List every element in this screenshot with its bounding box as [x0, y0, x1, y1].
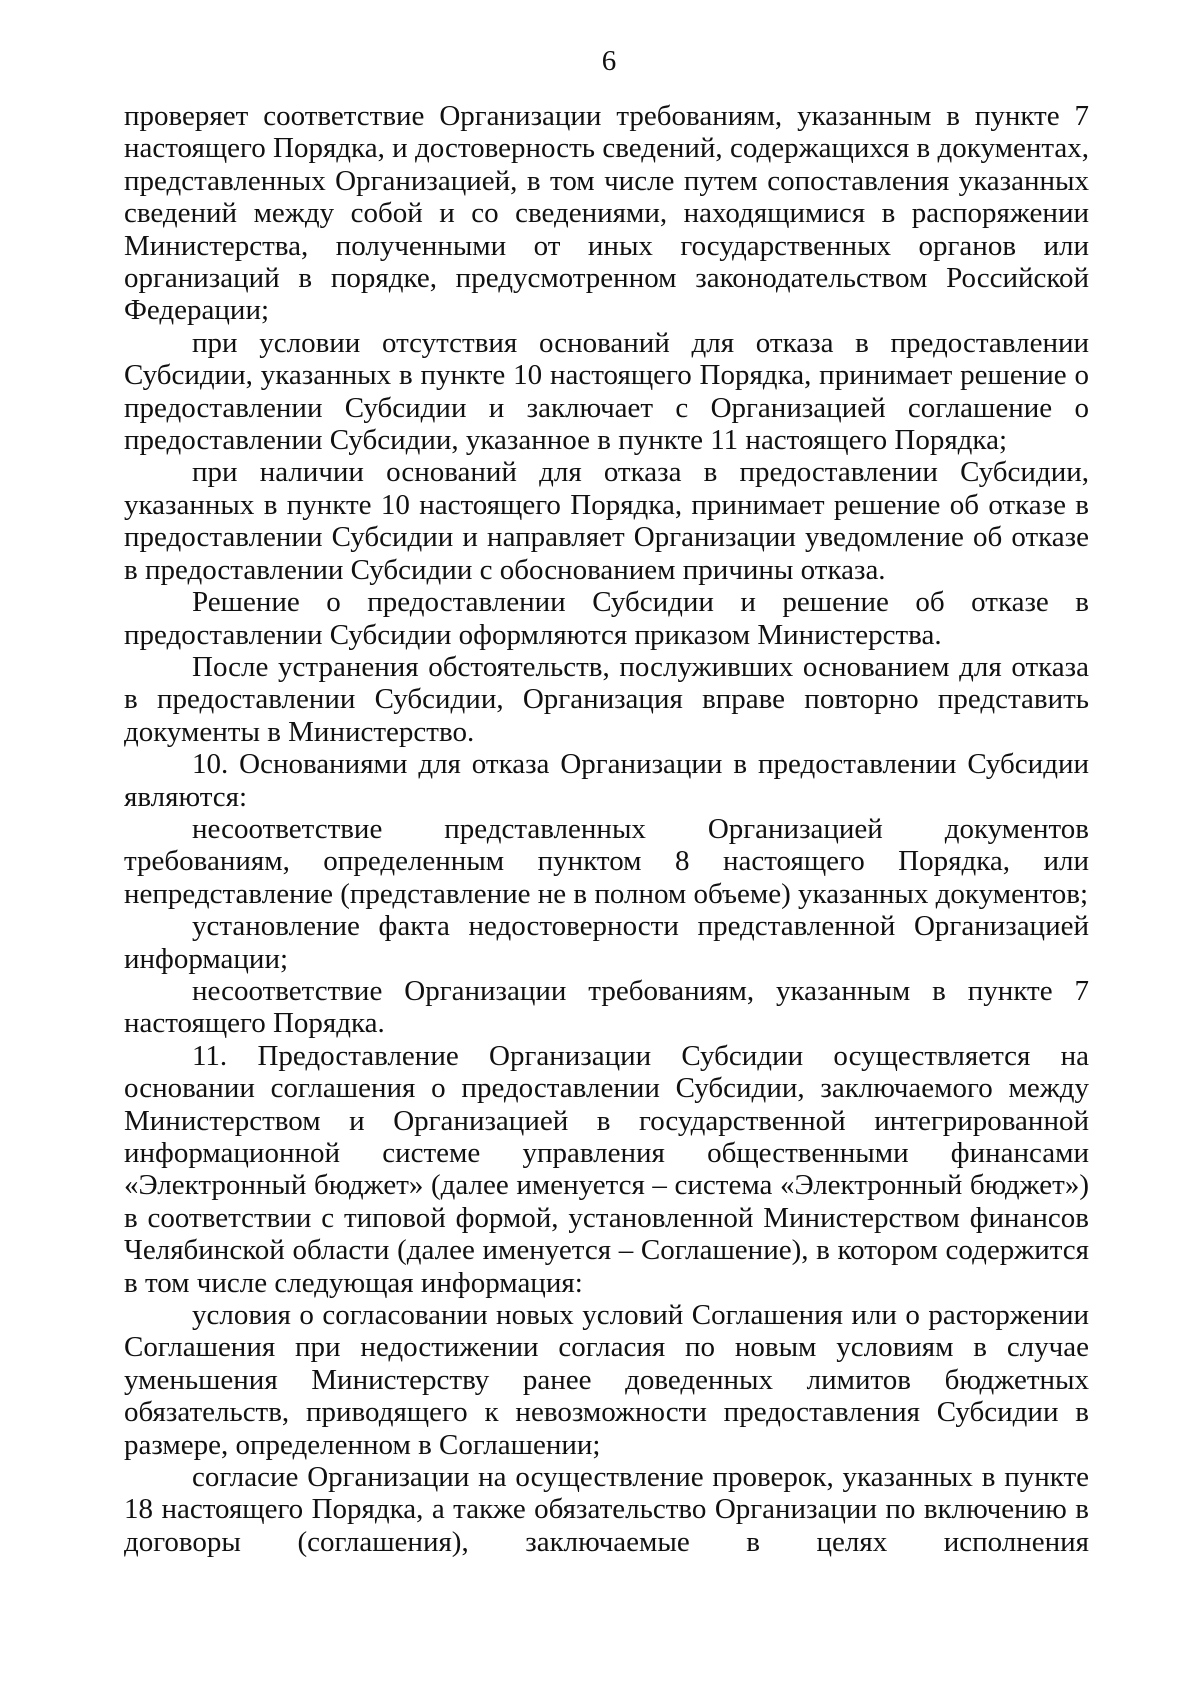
page-number: 6: [601, 45, 617, 77]
document-body: [124, 100, 1089, 1558]
paragraph-ground-documents: несоответствие представленных Организацией документов требованиям, определенным пунктом 8 настоящего Порядка, или непредставление (представление не в полном объеме) указанных документов;: [124, 812, 1089, 910]
paragraph-ground-false-info: установление факта недостоверности представленной Организацией информации;: [124, 910, 1089, 975]
paragraph-ground-requirements: несоответствие Организации требованиям, указанным в пункте 7 настоящего Порядка.: [124, 974, 1089, 1040]
paragraph-decision-grant: при условии отсутствия оснований для отказа в предоставлении Субсидии, указанных в пункте 10 настоящего Порядка, принимает решение о предоставлении Субсидии и заключает с Организацией соглашение о предоставлении Субсидии, указанное в пункте 11 настоящего Порядка;: [124, 326, 1089, 457]
paragraph-resubmission: После устранения обстоятельств, послуживших основанием для отказа в предоставлении Субсидии, Организация вправе повторно представить документы в Министерство.: [124, 650, 1089, 748]
paragraph-item-10: 10. Основаниями для отказа Организации в предоставлении Субсидии являются:: [124, 748, 1089, 813]
paragraph-decision-refusal: при наличии оснований для отказа в предоставлении Субсидии, указанных в пункте 10 настоящего Порядка, принимает решение об отказе в предоставлении Субсидии и направляет Организации уведомление об отказе в предоставлении Субсидии с обоснованием причины отказа.: [124, 456, 1089, 586]
paragraph-decision-order: Решение о предоставлении Субсидии и решение об отказе в предоставлении Субсидии оформляются приказом Министерства.: [124, 586, 1089, 651]
paragraph-agreement-conditions: условия о согласовании новых условий Соглашения или о расторжении Соглашения при недостижении согласия по новым условиям в случае уменьшения Министерству ранее доведенных лимитов бюджетных обязательств, приводящего к невозможности предоставления Субсидии в размере, определенном в Соглашении;: [124, 1299, 1089, 1461]
paragraph-inspection-consent: согласие Организации на осуществление проверок, указанных в пункте 18 настоящего Порядка, а также обязательство Организации по включению в договоры (соглашения), заключаемые в целях исполнения: [124, 1461, 1089, 1558]
paragraph-item-11: 11. Предоставление Организации Субсидии осуществляется на основании соглашения о предоставлении Субсидии, заключаемого между Министерством и Организацией в государственной интегрированной информационной системе управления общественными финансами «Электронный бюджет» (далее именуется – система «Электронный бюджет») в соответствии с типовой формой, установленной Министерством финансов Челябинской области (далее именуется – Соглашение), в котором содержится в том числе следующая информация:: [124, 1039, 1089, 1299]
paragraph-verification: проверяет соответствие Организации требованиям, указанным в пункте 7 настоящего Порядка, и достоверность сведений, содержащихся в документах, представленных Организацией, в том числе путем сопоставления указанных сведений между собой и со сведениями, находящимися в распоряжении Министерства, полученными от иных государственных органов или организаций в порядке, предусмотренном законодательством Российской Федерации;: [124, 100, 1089, 327]
